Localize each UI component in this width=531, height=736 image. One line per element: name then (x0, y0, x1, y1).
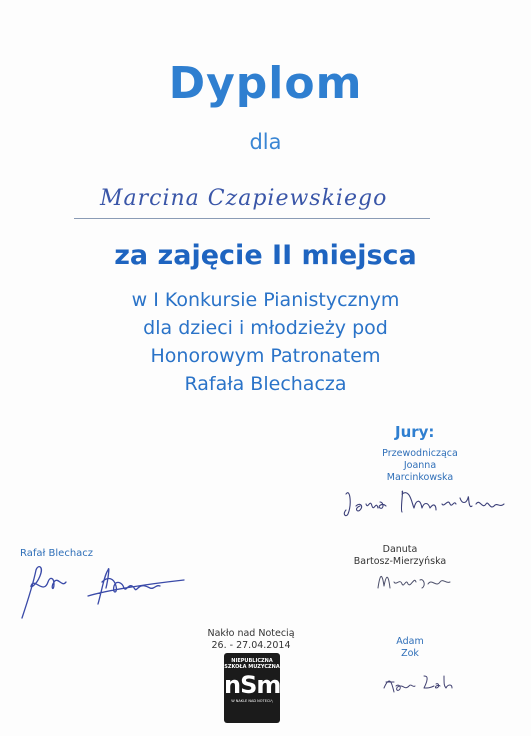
diploma-title: Dyplom (168, 58, 363, 109)
jury-chair-last-name: Marcinkowska (386, 472, 454, 483)
event-place: Nakło nad Notecią (207, 628, 295, 639)
jury-chair-signature (340, 484, 512, 524)
description-line-1: w I Konkursie Pianistycznym (131, 289, 400, 311)
jury-member-2 (330, 544, 470, 568)
jury-chair (360, 448, 480, 484)
jury-chair-first-name: Joanna (403, 460, 437, 471)
for-word: dla (249, 130, 282, 154)
logo-line-1: NIEPUBLICZNA (231, 658, 273, 664)
jury-label: Jury: (395, 423, 435, 441)
event-dates: 26. - 27.04.2014 (211, 640, 291, 651)
jury-member-2-signature (372, 566, 462, 596)
jury-member-2-first-name: Danuta (382, 544, 418, 555)
description-line-4: Rafała Blechacza (184, 373, 347, 395)
jury-member-3 (380, 636, 440, 660)
logo-line-3: W NAKLE NAD NOTECIĄ (231, 699, 273, 703)
jury-member-3-last-name: Zok (401, 648, 419, 659)
description-line-2: dla dzieci i młodzieży pod (143, 317, 388, 339)
award-description (0, 286, 531, 398)
place-award: za zajęcie II miejsca (114, 240, 417, 271)
logo-mark: nSm (224, 671, 281, 699)
school-logo (224, 653, 280, 723)
patron-name: Rafał Blechacz (20, 548, 94, 559)
jury-member-3-signature (380, 670, 460, 696)
description-line-3: Honorowym Patronatem (150, 345, 381, 367)
event-info (196, 628, 306, 652)
recipient-underline (74, 218, 430, 219)
patron-signature (18, 560, 188, 630)
recipient-name-handwritten: Marcina Czapiewskiego (100, 186, 388, 211)
jury-member-3-first-name: Adam (396, 636, 424, 647)
jury-chair-title: Przewodnicząca (382, 448, 458, 459)
logo-line-2: SZKOŁA MUZYCZNA (224, 664, 280, 670)
jury-member-2-last-name: Bartosz-Mierzyńska (353, 556, 447, 567)
